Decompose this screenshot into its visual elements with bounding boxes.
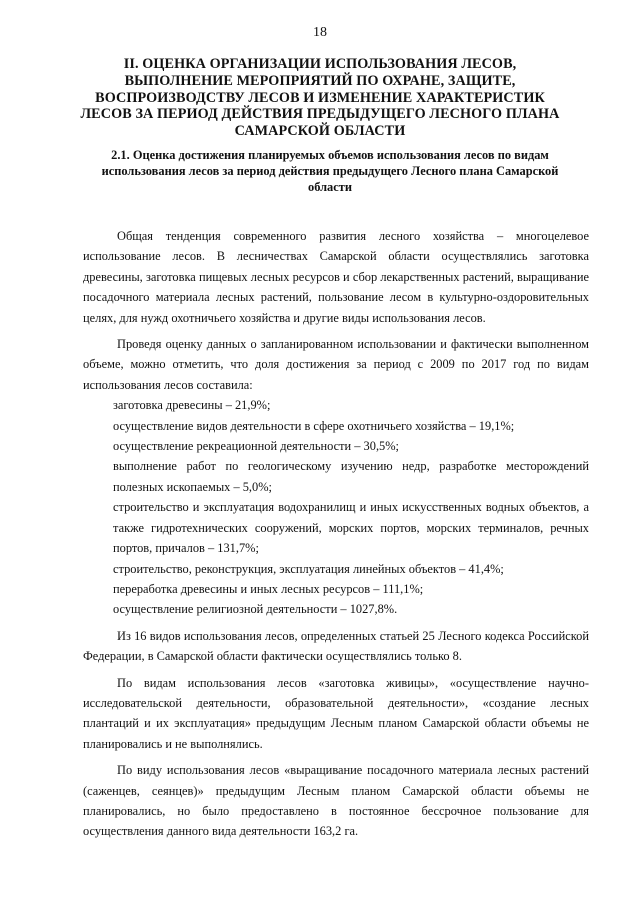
list-item: осуществление рекреационной деятельности – 30,5%; xyxy=(113,439,400,454)
body-text xyxy=(83,226,589,842)
subsection-title: 2.1. Оценка достижения планируемых объемов использования лесов по видам использования лесов за период действия предыдущего Лесного плана Самарской области xyxy=(101,148,559,194)
list-item: заготовка древесины – 21,9%; xyxy=(113,398,271,413)
paragraph-planting-material: По виду использования лесов «выращивание посадочного материала лесных растений (саженцев, сеянцев)» предыдущим Лесным планом Самарской области объемы не планировались, но было предоставлено в постоянное бессрочное пользование для осуществления данного вида деятельности 163,2 га. xyxy=(83,763,589,839)
list-item: переработка древесины и иных лесных ресурсов – 111,1%; xyxy=(113,581,424,596)
list-item: строительство и эксплуатация водохранилищ и иных искусственных водных объектов, а также гидротехнических сооружений, морских портов, морских терминалов, речных портов, причалов – 131,7%; xyxy=(113,500,589,556)
page-number: 18 xyxy=(313,25,327,40)
paragraph-general-trend: Общая тенденция современного развития лесного хозяйства – многоцелевое использование лесов. В лесничествах Самарской области осуществлялись заготовка древесины, заготовка пищевых лесных ресурсов и сбор лекарственных растений, выращивание посадочного материала лесных растений, пользование лесом в культурно-оздоровительных целях, для нужд охотничьего хозяйства и другие виды использования лесов. xyxy=(83,229,589,325)
list-item: строительство, реконструкция, эксплуатация линейных объектов – 41,4%; xyxy=(113,561,504,576)
list-item: осуществление религиозной деятельности – 1027,8%. xyxy=(113,602,398,617)
paragraph-assessment-intro: Проведя оценку данных о запланированном использовании и фактически выполненном объеме, можно отметить, что доля достижения за период с 2009 по 2017 год по видам использования лесов составила: xyxy=(83,337,589,392)
list-item: осуществление видов деятельности в сфере охотничьего хозяйства – 19,1%; xyxy=(113,418,515,433)
paragraph-forest-code: Из 16 видов использования лесов, определенных статьей 25 Лесного кодекса Российской Федерации, в Самарской области фактически осуществлялись только 8. xyxy=(83,628,589,664)
usage-achievement-list xyxy=(83,395,589,619)
list-item: выполнение работ по геологическому изучению недр, разработке месторождений полезных ископаемых – 5,0%; xyxy=(113,459,589,494)
section-title: II. ОЦЕНКА ОРГАНИЗАЦИИ ИСПОЛЬЗОВАНИЯ ЛЕСОВ, ВЫПОЛНЕНИЕ МЕРОПРИЯТИЙ ПО ОХРАНЕ, ЗАЩИТЕ, ВОСПРОИЗВОДСТВУ ЛЕСОВ И ИЗМЕНЕНИЕ ХАРАКТЕРИСТИК ЛЕСОВ ЗА ПЕРИОД ДЕЙСТВИЯ ПРЕДЫДУЩЕГО ЛЕСНОГО ПЛАНА САМАРСКОЙ ОБЛАСТИ xyxy=(80,56,560,140)
paragraph-not-planned: По видам использования лесов «заготовка живицы», «осуществление научно-исследовательской деятельности, образовательной деятельности», «создание лесных плантаций и их эксплуатация» предыдущим Лесным планом Самарской области объемы не планировались и не выполнялись. xyxy=(83,675,589,751)
